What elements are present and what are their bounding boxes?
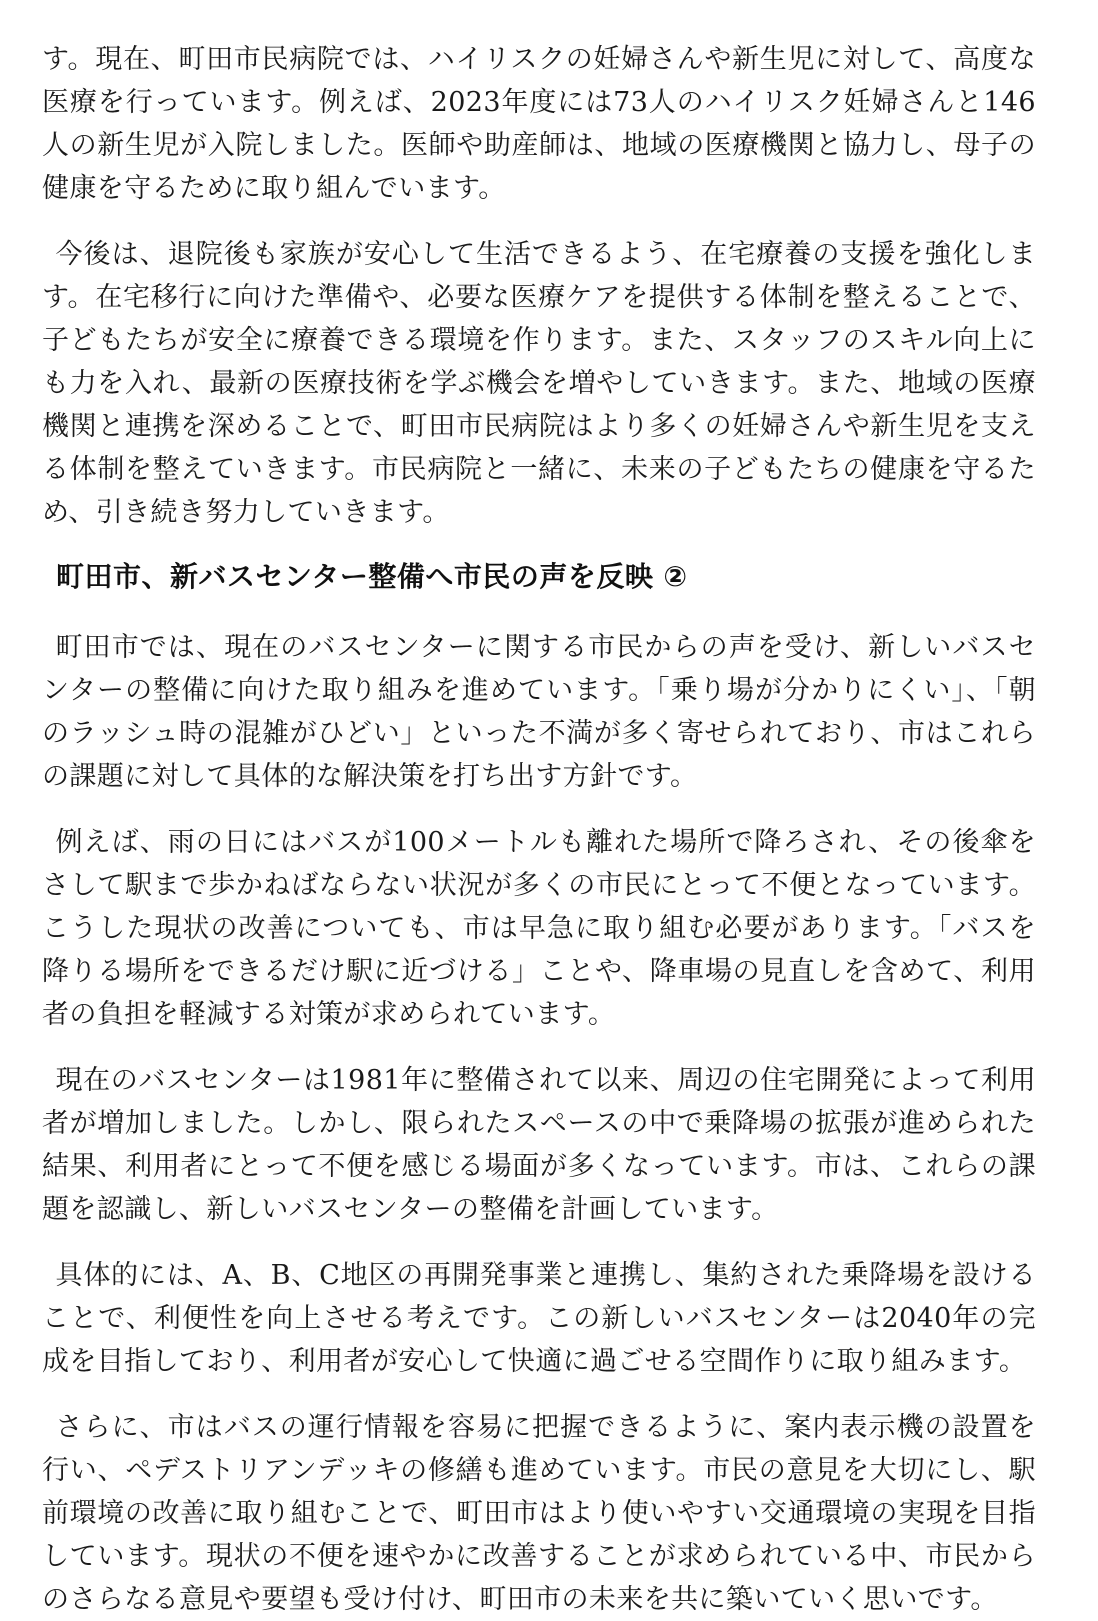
article2-paragraph-1: 町田市では、現在のバスセンターに関する市民からの声を受け、新しいバスセンターの整備に向けた取り組みを進めています。「乗り場が分かりにくい」、「朝のラッシュ時の混雑がひどい」といった不満が多く寄せられており、市はこれらの課題に対して具体的な解決策を打ち出す方針です。 bbox=[42, 632, 1036, 792]
article2-paragraph-3: 現在のバスセンターは1981年に整備されて以来、周辺の住宅開発によって利用者が増加しました。しかし、限られたスペースの中で乗降場の拡張が進められた結果、利用者にとって不便を感じる場面が多くなっています。市は、これらの課題を認識し、新しいバスセンターの整備を計画しています。 bbox=[42, 1065, 1036, 1225]
article2-paragraph-5: さらに、市はバスの運行情報を容易に把握できるように、案内表示機の設置を行い、ペデストリアンデッキの修繕も進めています。市民の意見を大切にし、駅前環境の改善に取り組むことで、町田市はより使いやすい交通環境の実現を目指しています。現状の不便を速やかに改善することが求められている中、市民からのさらなる意見や要望も受け付け、町田市の未来を共に築いていく思いです。 bbox=[42, 1412, 1036, 1615]
article1-paragraph-1: す。現在、町田市民病院では、ハイリスクの妊婦さんや新生児に対して、高度な医療を行っています。例えば、2023年度には73人のハイリスク妊婦さんと146人の新生児が入院しました。医師や助産師は、地域の医療機関と協力し、母子の健康を守るために取り組んでいます。 bbox=[42, 44, 1036, 204]
article2-heading-number: ② bbox=[663, 560, 688, 593]
article1-paragraph-2: 今後は、退院後も家族が安心して生活できるよう、在宅療養の支援を強化します。在宅移行に向けた準備や、必要な医療ケアを提供する体制を整えることで、子どもたちが安全に療養できる環境を作ります。また、スタッフのスキル向上にも力を入れ、最新の医療技術を学ぶ機会を増やしていきます。また、地域の医療機関と連携を深めることで、町田市民病院はより多くの妊婦さんや新生児を支える体制を整えていきます。市民病院と一緒に、未来の子どもたちの健康を守るため、引き続き努力していきます。 bbox=[42, 239, 1036, 528]
article2-heading-text: 町田市、新バスセンター整備へ市民の声を反映 bbox=[56, 560, 654, 593]
article2-paragraph-4: 具体的には、A、B、C地区の再開発事業と連携し、集約された乗降場を設けることで、利便性を向上させる考えです。この新しいバスセンターは2040年の完成を目指しており、利用者が安心して快適に過ごせる空間作りに取り組みます。 bbox=[42, 1260, 1036, 1377]
article2-paragraph-2: 例えば、雨の日にはバスが100メートルも離れた場所で降ろされ、その後傘をさして駅まで歩かねばならない状況が多くの市民にとって不便となっています。こうした現状の改善についても、市は早急に取り組む必要があります。「バスを降りる場所をできるだけ駅に近づける」ことや、降車場の見直しを含めて、利用者の負担を軽減する対策が求められています。 bbox=[42, 827, 1036, 1030]
article2-heading bbox=[42, 556, 1036, 598]
